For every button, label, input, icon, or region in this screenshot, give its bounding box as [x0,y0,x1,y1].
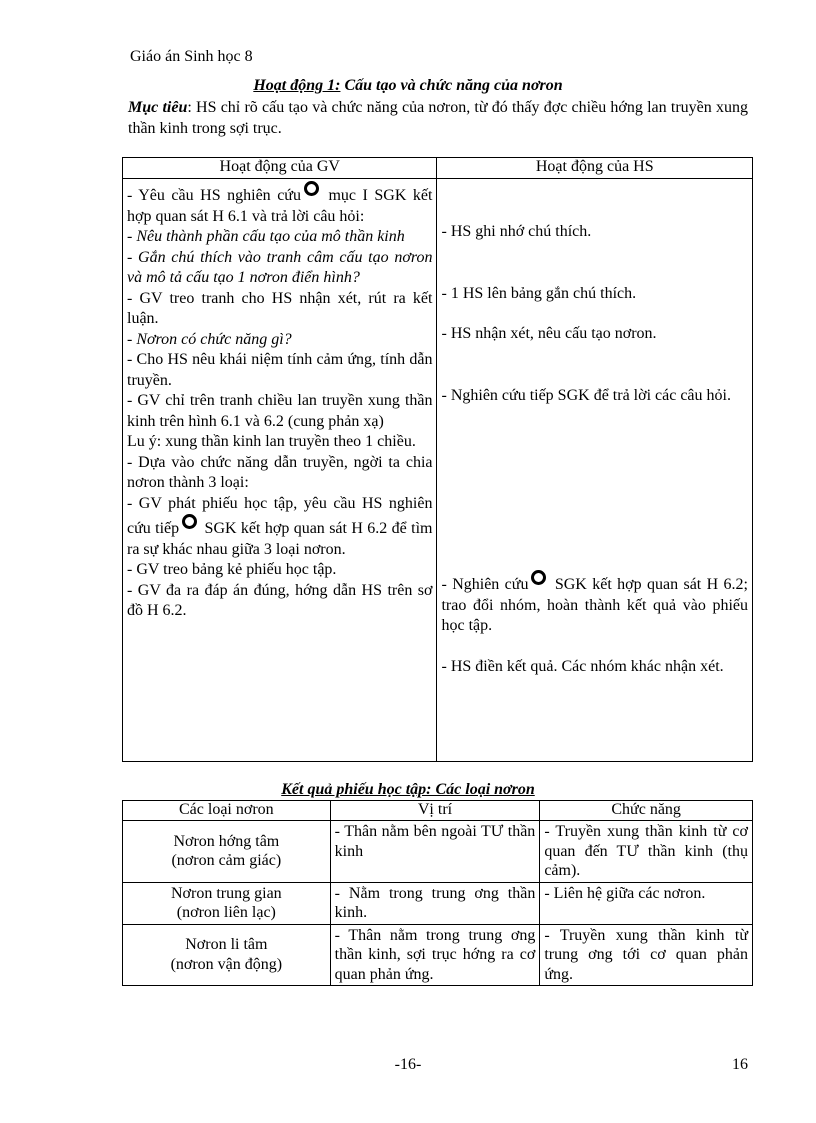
neuron-type: Nơron trung gian (nơron liên lạc) [123,882,331,924]
neuron-position: - Thân nằm bên ngoài TƯ thần kinh [330,821,540,883]
hs-item: - Nghiên cứu SGK kết hợp quan sát H 6.2; trao đổi nhóm, hoàn thành kết quả vào phiếu học tập. [441,570,748,637]
hs-item: - 1 HS lên bảng gắn chú thích. [441,284,637,302]
page-number-center: -16- [394,1056,422,1073]
gv-item: - Dựa vào chức năng dẫn truyền, ngời ta chia nơron thành 3 loại: [127,453,433,491]
objective-text: : HS chỉ rõ cấu tạo và chức năng của nơron, từ đó thấy đợc chiều hớng lan truyền xung thần kinh trong sợi trục. [128,99,748,137]
hs-activities [437,179,753,762]
gv-item: Lu ý: xung thần kinh lan truyền theo 1 chiều. [127,433,416,450]
hs-item: - HS ghi nhớ chú thích. [441,223,592,240]
table-row [123,821,753,883]
gv-item: - GV treo tranh cho HS nhận xét, rút ra kết luận. [127,289,433,327]
result-title: Kết quả phiếu học tập: Các loại nơron [281,781,535,798]
neuron-function: - Truyền xung thần kinh từ cơ quan đến TƯ thần kinh (thụ cảm). [540,821,753,883]
page-header: Giáo án Sinh học 8 [130,48,253,65]
result-table [122,800,753,986]
circle-bullet-icon [304,181,319,196]
objective-label: Mục tiêu [128,99,188,116]
gv-item: - Cho HS nêu khái niệm tính cảm ứng, tính dẫn truyền. [127,351,433,389]
gv-activities [123,179,437,762]
neuron-position: - Thân nằm trong trung ơng thần kinh, sợi trục hớng ra cơ quan phản ứng. [330,924,540,986]
col-header-type: Các loại nơron [123,801,331,821]
col-header-position: Vị trí [330,801,540,821]
table-row [123,924,753,986]
activity-title [0,77,816,95]
neuron-type: Nơron li tâm (nơron vận động) [123,924,331,986]
gv-item: - GV chỉ trên tranh chiều lan truyền xung thần kinh trên hình 6.1 và 6.2 (cung phản xạ) [127,392,433,430]
neuron-function: - Liên hệ giữa các nơron. [540,882,753,924]
circle-bullet-icon [182,514,197,529]
col-header-hs: Hoạt động của HS [437,158,753,179]
gv-item: - GV treo bảng kẻ phiếu học tập. [127,561,337,578]
gv-item: - GV đa ra đáp án đúng, hớng dẫn HS trên sơ đồ H 6.2. [127,581,433,619]
activity-title-text: Cấu tạo và chức năng của nơron [340,77,563,94]
gv-item: - Yêu cầu HS nghiên cứu mục I SGK kết hợp quan sát H 6.1 và trả lời câu hỏi: [127,181,432,227]
circle-bullet-icon [531,570,546,585]
neuron-type: Nơron hớng tâm (nơron cảm giác) [123,821,331,883]
col-header-function: Chức năng [540,801,753,821]
page-number-right: 16 [732,1056,748,1073]
activity-table [122,157,753,762]
activity-title-prefix: Hoạt động 1: [253,77,341,94]
table-row [123,882,753,924]
neuron-position: - Nằm trong trung ơng thần kinh. [330,882,540,924]
gv-item: - Nơron có chức năng gì? [127,330,292,348]
col-header-gv: Hoạt động của GV [123,158,437,179]
hs-item: - Nghiên cứu tiếp SGK để trả lời các câu hỏi. [441,386,731,404]
neuron-function: - Truyền xung thần kinh từ trung ơng tới cơ quan phản ứng. [540,924,753,986]
hs-item: - HS điền kết quả. Các nhóm khác nhận xét. [441,657,724,675]
gv-item: - Gắn chú thích vào tranh câm cấu tạo nơron và mô tả cấu tạo 1 nơron điển hình? [127,248,433,286]
objective [128,97,748,139]
hs-item: - HS nhận xét, nêu cấu tạo nơron. [441,325,657,342]
gv-item: - GV phát phiếu học tập, yêu cầu HS nghiên cứu tiếp SGK kết hợp quan sát H 6.2 để tìm ra sự khác nhau giữa 3 loại nơron. [127,494,433,558]
gv-item: - Nêu thành phần cấu tạo của mô thần kinh [127,228,405,245]
